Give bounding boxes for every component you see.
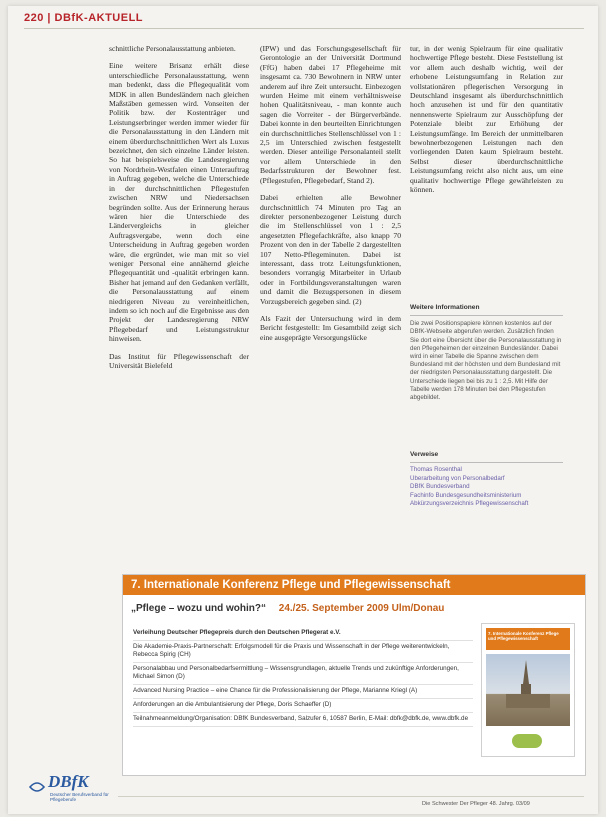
text-column-1 <box>109 44 249 532</box>
ad-list-item: Anforderungen an die Ambulantisierung der Pflege, Doris Schaeffer (D) <box>133 699 473 713</box>
text-column-2 <box>260 44 401 522</box>
links-box <box>410 451 563 508</box>
conference-advertisement <box>122 574 586 776</box>
info-box <box>410 304 563 402</box>
header-divider <box>24 28 584 29</box>
link-item[interactable]: Abkürzungsverzeichnis Pflegewissenschaft <box>410 500 529 508</box>
ad-list-item: Die Akademie-Praxis-Partnerschaft: Erfolgsmodell für die Praxis und Wissenschaft in der Pflege weiterentwickeln, Rebecca Spirig (CH) <box>133 641 473 663</box>
cathedral-icon <box>486 654 570 726</box>
info-box-divider <box>410 315 563 316</box>
page-header: 220 | DBfK-AKTUELL <box>24 12 144 24</box>
footer-divider <box>118 796 584 797</box>
ad-subtitle <box>131 603 581 614</box>
paragraph: (IPW) und das Forschungsgesellschaft für Gerontologie an der Universität Dortmund (FfG) haben dabei 17 Pflegeheime mit insgesamt ca. 730 Bewohnern in NRW unter anderem auf ihre Zeit untersucht. Einbezogen wurden Heime mit einem verhältnisweise hohen Qualitätsniveau, - man konnte auch sagen die Vorreiter - der Bürgerverbände. Dabei konnte in den beurteilten Einrichtungen ein durchschnittliches Stellenschlüssel von 1 : 2,5 im Unterschied zwischen festgestellt werden. Dieser anteilige Personalanteil stellt vor allem Unterschiede in den Bedarfsstrukturen der Bewohner fest. (Pflegestufen, Pflegebedarf, Stand 2). <box>260 44 401 185</box>
ad-list-item: Teilnahmeanmeldung/Organisation: DBfK Bundesverband, Salzufer 6, 10587 Berlin, E-Mail: dbfk@dbfk.de, www.dbfk.de <box>133 713 473 727</box>
paragraph: Dabei erhielten alle Bewohner durchschnittlich 74 Minuten pro Tag an direkter personenbezogener Leistung durch die im Stellenschlüssel von 1 : 2,5 angesetzten Pflegefachkräfte, also knapp 70 Prozent von den in der Tabelle 2 dargestellten 107 Netto-Pflegeminuten. Dabei ist interessant, dass trotz Leitungsfunktionen, besonders vorrangig Mitarbeiter in Urlaub oder in Fortbildungsveranstaltungen waren und damit die Bezugspersonen in diesem Vorzugsbereich gegeben sind. (2) <box>260 193 401 306</box>
brochure-title: 7. Internationale Konferenz Pflege und Pflegewissenschaft <box>488 631 559 641</box>
logo-text: DBfK <box>48 772 89 791</box>
ad-program-list <box>133 627 473 727</box>
ad-question: „Pflege – wozu und wohin?“ <box>131 603 266 614</box>
ad-dates: 24./25. September 2009 Ulm/Donau <box>278 603 445 614</box>
info-box-title: Weitere Informationen <box>410 304 480 311</box>
text-column-3 <box>410 44 563 299</box>
link-item[interactable]: Thomas Rosenthal <box>410 466 462 474</box>
info-box-text: Die zwei Positionspapiere können kostenlos auf der DBfK-Webseite abgerufen werden. Zusätzlich finden Sie dort eine Übersicht über die Personalausstattung in den Pflegeheimen der einzelnen Bundesländer. Dabei wird in einer Tabelle die Spanne zwischen dem Bundesland mit der höchsten und dem Bundesland mit der niedrigsten Personalausstattung dargestellt. Die Unterschiede liegen bei bis zu 1 : 2,5. Mit Hilfe der Tabelle werden 178 Minuten bei den Pflegestufen abgebildet. <box>410 320 562 402</box>
link-item[interactable]: DBfK Bundesverband <box>410 483 470 491</box>
paragraph: Das Institut für Pflegewissenschaft der Universität Bielefeld <box>109 351 249 370</box>
cathedral-image <box>486 654 570 726</box>
links-title: Verweise <box>410 451 439 458</box>
paragraph: Als Fazit der Untersuchung wird in dem Bericht festgestellt: Im Gesamtbild zeigt sich eine ausgeprägte Versorgungslücke <box>260 313 401 342</box>
paragraph: Eine weitere Brisanz erhält diese unterschiedliche Personalausstattung, wenn man bedenkt, dass die Pflegequalität vom MDK in allen Bundesländern nach gleichen Maßstäben gemessen wird. Vonseiten der Politik bzw. der Kostenträger und Leistungserbringer werden immer wieder für die Personalausstattung in den Ländern mit einem überdurchschnittlichen Wert als Luxus bezeichnet, den sich einzelne Länder leisten. So hat beispielsweise die Landesregierung von Nordrhein-Westfalen einen Unterauftrag in Auftrag gegeben, welche die Unterschiede in der durchschnittlichen Pflegestufen zwischen NRW und Niedersachsen begründen sollte. Aus der Erinnerung heraus wären hier die Unterschiede des Ländervergleichs in gleicher Auftragsvergabe, wenn doch eine Unterscheidung in Auftrag gegeben worden wäre, die ergründet, wie man mit so viel weniger Personal eine annähernd gleiche Pflegequantität und -qualität erbringen kann. Bisher hat jemand auf den Gedanken verfällt, die Personalausstattung auf einem niedrigeren Niveau zu vereinheitlichen, indem so ich noch auf die Ergebnisse aus den Projekt der Landesregierung NRW Pflegebedarf und Leistungsstruktur hinweisen. <box>109 61 249 344</box>
ad-list-item: Advanced Nursing Practice – eine Chance für die Professionalisierung der Pflege, Marianne Kriegl (A) <box>133 685 473 699</box>
document-page <box>8 6 598 814</box>
link-item[interactable]: Fachinfo Bundesgesundheitsministerium <box>410 491 522 499</box>
ad-list-item: Verleihung Deutscher Pflegepreis durch den Deutschen Pflegerat e.V. <box>133 627 473 641</box>
ad-list-item: Personalabbau und Personalbedarfsermittlung – Wissensgrundlagen, aktuelle Trends und zukünftige Anforderungen, Michael Simon (D) <box>133 663 473 685</box>
brochure-logo <box>512 734 542 748</box>
page-footer: Die Schwester Der Pfleger 48. Jahrg. 03/09 <box>422 801 530 807</box>
paragraph: schnittliche Personalausstattung anbieten. <box>109 44 236 53</box>
link-item[interactable]: Überarbeitung von Personalbedarf <box>410 474 505 482</box>
dbfk-logo <box>26 772 109 812</box>
brochure-thumbnail <box>481 623 575 757</box>
paragraph: tur, in der wenig Spielraum für eine qualitativ hochwertige Pflege besteht. Diese Feststellung ist vor allem auch deshalb wichtig, weil der erhobene Leistungsumfang in Relation zur vollstationären pflegerischen Versorgung in Deutschland insgesamt als überdurchschnittlich hoch anzusehen ist und für den quantitativ nennenswerte Spielraum zur Ausschöpfung der Potenziale bleibt zur Erhöhung der Leistungsumfänge. Im Bereich der unmittelbaren bewohnerbezogenen Leistungen nach den vorliegenden Daten kaum Spielraum besteht. Selbst dieser überdurchschnittliche Leistungsumfang reicht also nicht aus, um eine qualitativ hochwertige Pflege gewährleisten zu können. <box>410 44 563 195</box>
links-divider <box>410 462 563 463</box>
ad-banner: 7. Internationale Konferenz Pflege und Pflegewissenschaft <box>123 575 585 595</box>
logo-mark-icon <box>28 778 46 796</box>
logo-subtitle: Deutscher Berufsverband für Pflegeberufe <box>50 792 109 803</box>
